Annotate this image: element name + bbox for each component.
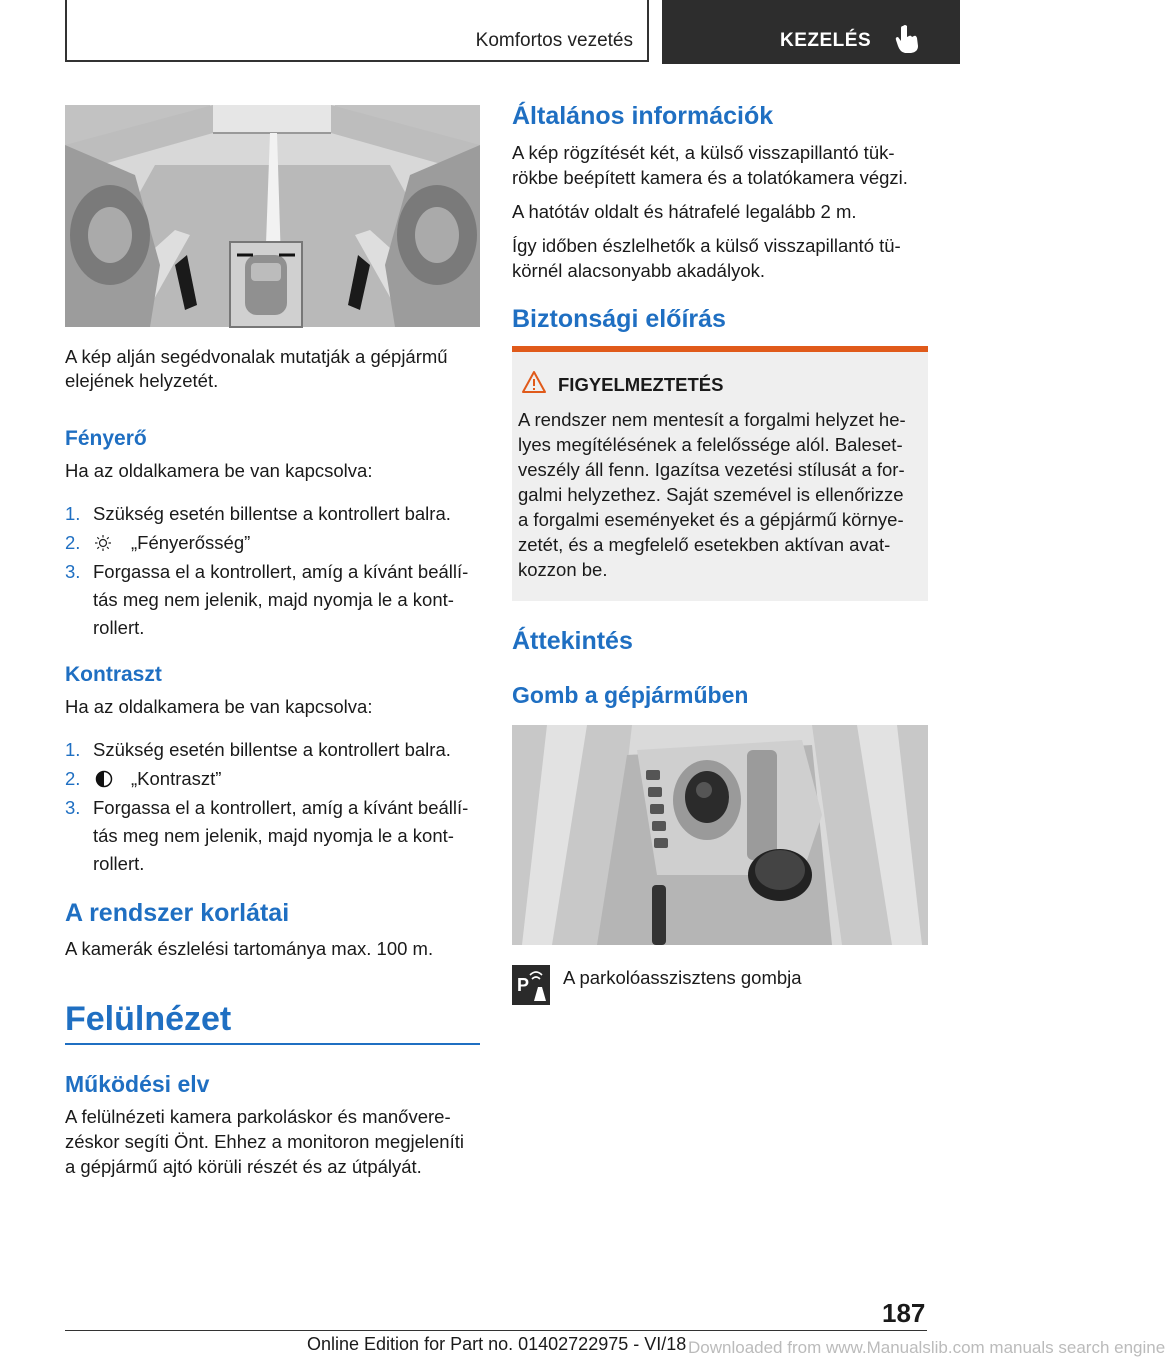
button-caption: A parkolóasszisztens gombja [563, 967, 802, 988]
warning-line-3: veszély áll fenn. Igazítsa vezetési stílusát a for- [518, 459, 905, 480]
hand-pointer-icon [894, 24, 920, 54]
footer-divider [65, 1330, 927, 1331]
step-number: 1. [65, 503, 81, 524]
side-camera-view-image [65, 105, 480, 327]
center-console-image [512, 725, 928, 945]
warning-line-1: A rendszer nem mentesít a forgalmi helyzet he- [518, 409, 906, 430]
sun-icon [95, 535, 111, 551]
limits-heading: A rendszer korlátai [65, 899, 290, 927]
footer-edition: Online Edition for Part no. 01402722975 - VI/18 [307, 1334, 687, 1354]
warning-triangle-icon [522, 371, 546, 393]
park-assist-icon [512, 965, 550, 1005]
principle-line-3: a gépjármű ajtó körüli részét és az útpályát. [65, 1156, 422, 1177]
warning-line-5: a forgalmi eseményeket és a gépjármű környe- [518, 509, 904, 530]
brightness-heading: Fényerő [65, 427, 147, 450]
header-chapter-title: KEZELÉS [780, 30, 872, 51]
footer-watermark: Downloaded from www.Manualslib.com manuals search engine [688, 1338, 1165, 1357]
brightness-step-1 [65, 500, 480, 528]
overview-subheading: Gomb a gépjárműben [512, 682, 749, 708]
step-text: Forgassa el a kontrollert, amíg a kívánt beállí- [93, 797, 469, 818]
warning-label: FIGYELMEZTETÉS [558, 374, 724, 395]
step-text: rollert. [93, 853, 145, 874]
contrast-step-2 [65, 765, 480, 793]
header-section-box [65, 0, 649, 62]
warning-bar [512, 346, 928, 352]
header-chapter-box [662, 0, 960, 64]
brightness-step-3 [65, 558, 480, 642]
principle-line-2: zéskor segíti Önt. Ehhez a monitoron megjeleníti [65, 1131, 464, 1152]
general-p2: A hatótáv oldalt és hátrafelé legalább 2 m. [512, 201, 857, 222]
general-p1-line-1: A kép rögzítését két, a külső visszapillantó tük- [512, 142, 895, 163]
step-text: tás meg nem jelenik, majd nyomja le a kont- [93, 825, 454, 846]
principle-heading: Működési elv [65, 1071, 210, 1097]
warning-line-2: lyes megítélésének a felelőssége alól. Baleset- [518, 434, 903, 455]
image-caption-line-1: A kép alján segédvonalak mutatják a gépjármű [65, 346, 448, 367]
general-p1-line-2: rökbe beépített kamera és a tolatókamera végzi. [512, 167, 908, 188]
step-number: 1. [65, 739, 81, 760]
svg-text:P: P [517, 975, 530, 995]
contrast-step-3 [65, 794, 480, 878]
warning-line-6: zetét, és a megfelelő esetekben aktívan avat- [518, 534, 891, 555]
limits-text: A kamerák észlelési tartománya max. 100 m. [65, 938, 434, 959]
brightness-intro: Ha az oldalkamera be van kapcsolva: [65, 460, 373, 481]
step-text: tás meg nem jelenik, majd nyomja le a kont- [93, 589, 454, 610]
step-text: Szükség esetén billentse a kontrollert balra. [93, 503, 451, 524]
contrast-intro: Ha az oldalkamera be van kapcsolva: [65, 696, 373, 717]
brightness-step-2 [65, 529, 480, 557]
step-text: „Kontraszt” [131, 768, 222, 789]
topview-heading: Felülnézet [65, 1000, 232, 1038]
step-number: 3. [65, 797, 81, 818]
image-caption-line-2: elejének helyzetét. [65, 370, 219, 391]
contrast-step-1 [65, 736, 480, 764]
step-text: Szükség esetén billentse a kontrollert balra. [93, 739, 451, 760]
step-number: 3. [65, 561, 81, 582]
contrast-heading: Kontraszt [65, 663, 162, 686]
overview-heading: Áttekintés [512, 627, 633, 655]
general-p3-line-1: Így időben észlelhetők a külső visszapillantó tü- [512, 235, 901, 256]
principle-line-1: A felülnézeti kamera parkoláskor és manővere- [65, 1106, 451, 1127]
contrast-icon [95, 770, 113, 788]
general-p3-line-2: körnél alacsonyabb akadályok. [512, 260, 765, 281]
warning-line-4: galmi helyzethez. Saját szemével is ellenőrizze [518, 484, 904, 505]
page-number: 187 [882, 1298, 926, 1328]
step-text: „Fényerősség” [131, 532, 251, 553]
header-section-title: Komfortos vezetés [475, 30, 633, 51]
step-number: 2. [65, 532, 81, 553]
general-heading: Általános információk [512, 102, 774, 130]
safety-heading: Biztonsági előírás [512, 305, 726, 333]
step-text: Forgassa el a kontrollert, amíg a kívánt beállí- [93, 561, 469, 582]
topview-divider [65, 1043, 480, 1045]
warning-line-7: kozzon be. [518, 559, 608, 580]
step-number: 2. [65, 768, 81, 789]
step-text: rollert. [93, 617, 145, 638]
warning-box [512, 346, 928, 601]
